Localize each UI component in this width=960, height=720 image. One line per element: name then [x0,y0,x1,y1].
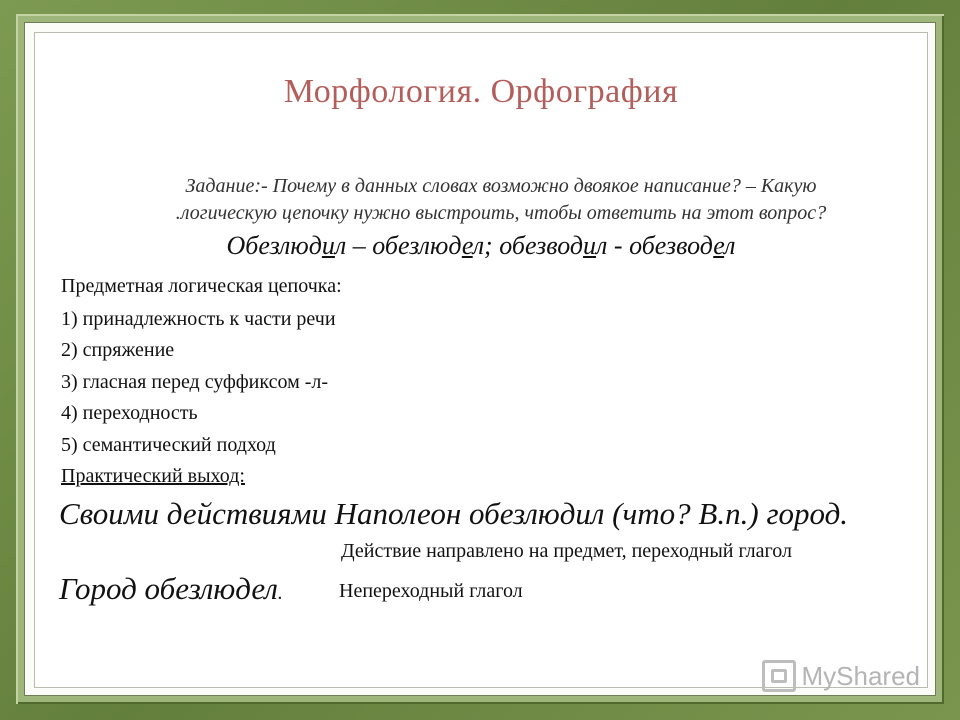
watermark [762,660,921,692]
chain-item: 4) переходность [61,402,198,424]
word-1-vowel: и [321,231,335,260]
word-2-vowel: е [461,231,473,260]
watermark-logo-icon [762,660,796,692]
word-pairs [35,231,927,261]
task-line-2: .логическую цепочку нужно выстроить, чтобы ответить на этот вопрос? [175,202,827,224]
chain-item: 5) семантический подход [61,434,276,456]
word-4-stem: обезвод [629,231,714,260]
task-line-1: Задание:- Почему в данных словах возможно двоякое написание? – Какую [185,175,817,197]
chain-item: 1) принадлежность к части речи [61,308,336,330]
example-1: Своими действиями Наполеон обезлюдил (что? В.п.) город. [59,496,849,531]
chain-item: 2) спряжение [61,339,175,361]
word-4-vowel: е [713,231,725,260]
separator: - [607,231,630,260]
chain-title: Предметная логическая цепочка: [61,275,342,297]
slide-title: Морфология. Орфография [283,73,679,110]
watermark-text: MyShared [801,660,920,691]
word-1-stem: Обезлюд [226,231,322,260]
example-2-note: Непереходный глагол [339,580,523,602]
word-3-stem: обезвод [499,231,584,260]
word-3-end: л [596,231,608,260]
example-2 [59,571,283,607]
word-2-stem: обезлюд [372,231,462,260]
word-3-vowel: и [583,231,597,260]
practical-title: Практический выход: [61,465,245,487]
word-1-end: л [334,231,347,260]
example-1-note: Действие направлено на предмет, переходный глагол [341,540,792,562]
task-text [101,173,901,227]
chain-item: 3) гласная перед суффиксом -л- [61,371,329,393]
slide [34,32,928,688]
example-2-text: Город обезлюдел [59,571,278,606]
word-2-end: л; [472,231,493,260]
example-2-dot: . [277,582,283,604]
separator: – [346,231,373,260]
word-4-end: л [724,231,736,260]
